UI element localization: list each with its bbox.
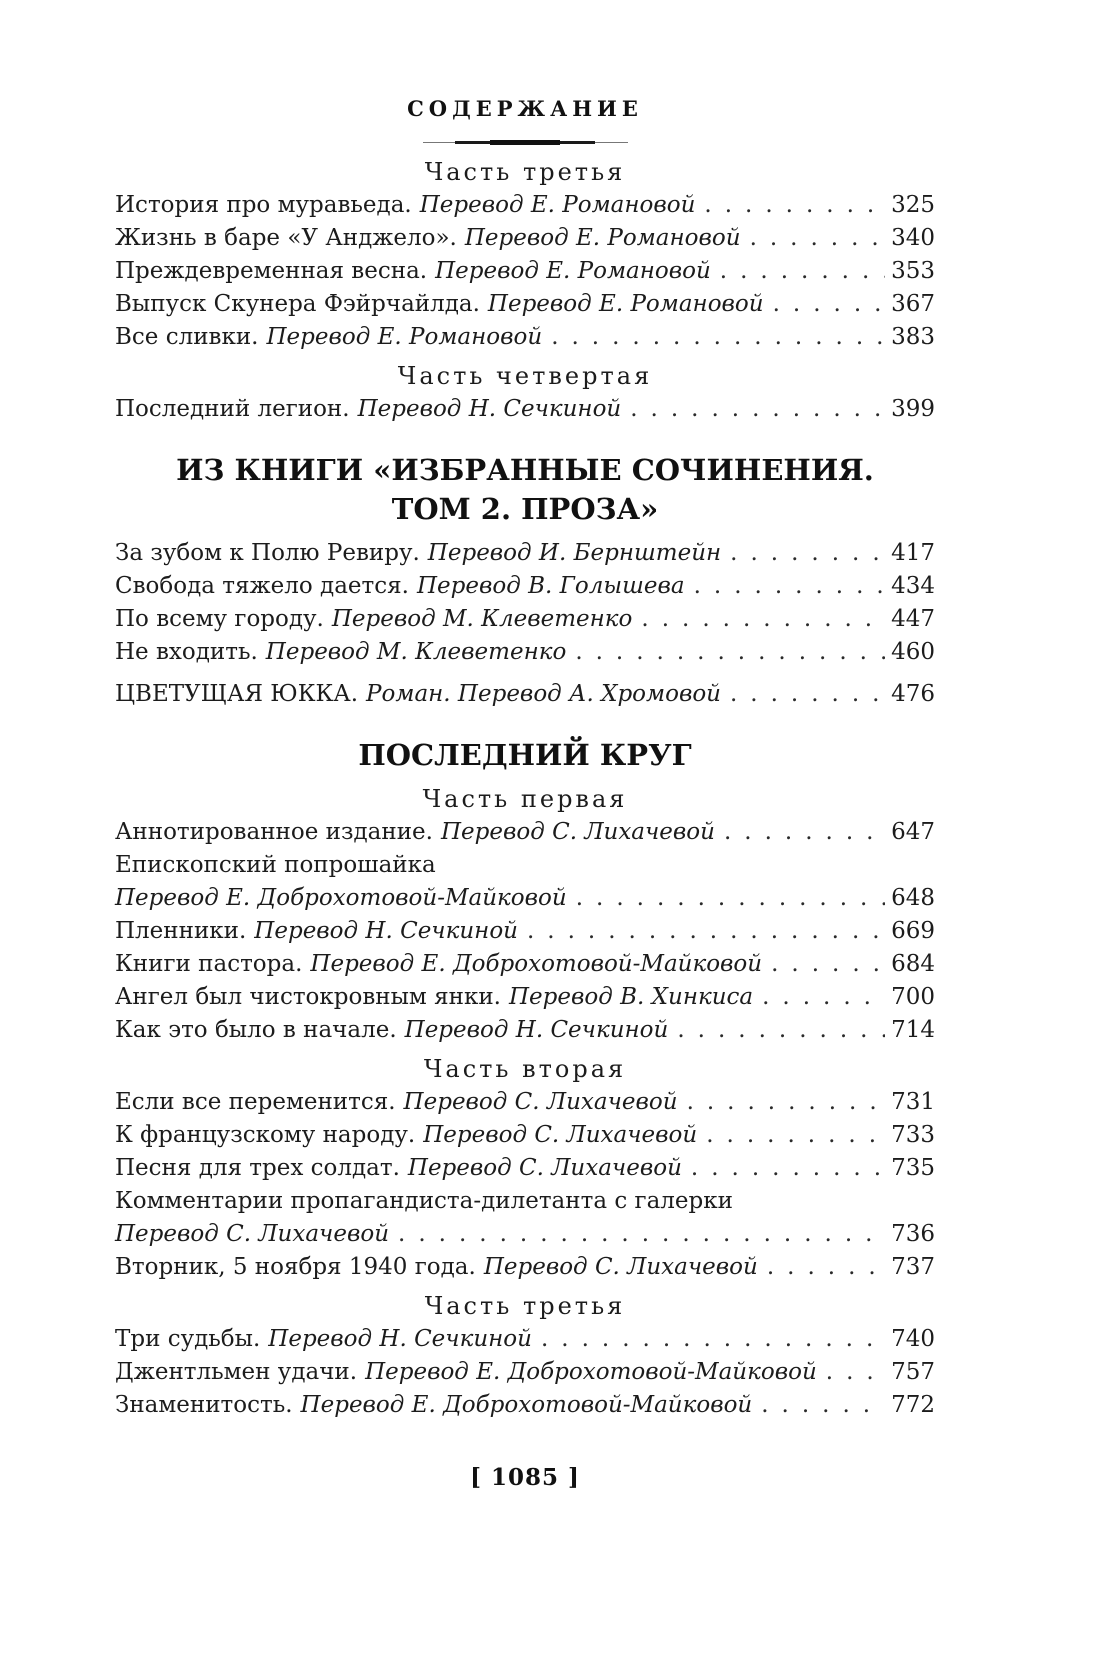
section-heading-line: ИЗ КНИГИ «ИЗБРАННЫЕ СОЧИНЕНИЯ. xyxy=(176,453,874,487)
entry-title: К французскому народу. xyxy=(115,1122,416,1148)
dot-leader xyxy=(641,603,885,636)
part-heading: Часть четвертая xyxy=(397,362,653,390)
dot-leader xyxy=(720,255,885,288)
entry-title: Ангел был чистокровным янки. xyxy=(115,984,501,1010)
entry-title: Жизнь в баре «У Анджело». xyxy=(115,225,457,251)
entry-title: Знаменитость. xyxy=(115,1392,293,1418)
entry-page-number: 733 xyxy=(891,1122,935,1148)
dot-leader xyxy=(761,1389,885,1422)
entry-page-number: 325 xyxy=(891,192,935,218)
entry-translator: Перевод М. Клеветенко xyxy=(265,639,567,665)
entry-title: Три судьбы. xyxy=(115,1326,261,1352)
toc-entry xyxy=(115,393,935,426)
entry-title: Аннотированное издание. xyxy=(115,819,433,845)
part-heading: Часть первая xyxy=(422,785,628,813)
toc-entry xyxy=(115,321,935,354)
entry-title: Свобода тяжело дается. xyxy=(115,573,409,599)
toc-entry xyxy=(115,570,935,603)
toc-entry xyxy=(115,1251,935,1284)
dot-leader xyxy=(767,1251,885,1284)
entry-page-number: 648 xyxy=(891,885,935,911)
entry-title: Последний легион. xyxy=(115,396,350,422)
dot-leader xyxy=(750,222,886,255)
toc-entry xyxy=(115,1086,935,1119)
entry-title: Пленники. xyxy=(115,918,247,944)
dot-leader xyxy=(630,393,885,426)
dot-leader xyxy=(575,636,885,669)
entry-translator: Перевод Е. Доброхотовой-Майковой xyxy=(365,1359,817,1385)
dot-leader xyxy=(691,1152,885,1185)
toc-entry xyxy=(115,255,935,288)
entry-page-number: 647 xyxy=(891,819,935,845)
entry-title: Все сливки. xyxy=(115,324,259,350)
page-title: СОДЕРЖАНИЕ xyxy=(407,96,643,121)
toc-entry xyxy=(115,288,935,321)
section-heading xyxy=(115,736,935,775)
toc-entry xyxy=(115,189,935,222)
toc-entry xyxy=(115,915,935,948)
entry-title: Как это было в начале. xyxy=(115,1017,397,1043)
entry-translator: Перевод Н. Сечкиной xyxy=(268,1326,532,1352)
entry-translator: Перевод Е. Доброхотовой-Майковой xyxy=(300,1392,753,1418)
entry-page-number: 736 xyxy=(891,1221,935,1247)
toc-entry xyxy=(115,1356,935,1389)
entry-title: Преждевременная весна. xyxy=(115,258,428,284)
entry-title: Песня для трех солдат. xyxy=(115,1155,400,1181)
entry-page-number: 731 xyxy=(891,1089,935,1115)
dot-leader xyxy=(773,288,886,321)
entry-translator: Перевод С. Лихачевой xyxy=(115,1221,390,1247)
dot-leader xyxy=(551,321,885,354)
entry-translator: Перевод И. Бернштейн xyxy=(427,540,722,566)
toc-entry xyxy=(115,948,935,981)
entry-page-number: 684 xyxy=(891,951,935,977)
entry-translator: Перевод Е. Романовой xyxy=(419,192,696,218)
entry-page-number: 772 xyxy=(891,1392,935,1418)
entry-title: Книги пастора. xyxy=(115,951,303,977)
entry-title: История про муравьеда. xyxy=(115,192,412,218)
divider-thick-line xyxy=(490,140,560,145)
entry-page-number: 399 xyxy=(891,396,935,422)
toc-entry-title-line xyxy=(115,1185,935,1218)
toc-entry xyxy=(115,636,935,669)
toc-entry xyxy=(115,1389,935,1422)
entry-translator: Перевод С. Лихачевой xyxy=(407,1155,682,1181)
part-heading: Часть третья xyxy=(424,158,626,186)
entry-title: Епископский попрошайка xyxy=(115,852,436,878)
entry-page-number: 735 xyxy=(891,1155,935,1181)
dot-leader xyxy=(694,570,886,603)
toc-entry xyxy=(115,1014,935,1047)
dot-leader xyxy=(527,915,885,948)
entry-translator: Перевод Н. Сечкиной xyxy=(254,918,518,944)
toc-content xyxy=(115,96,935,1491)
dot-leader xyxy=(687,1086,886,1119)
toc-entry xyxy=(115,603,935,636)
toc-entry xyxy=(115,816,935,849)
dot-leader xyxy=(771,948,885,981)
entry-page-number: 417 xyxy=(891,540,935,566)
entry-translator: Перевод С. Лихачевой xyxy=(403,1089,678,1115)
entry-page-number: 714 xyxy=(891,1017,935,1043)
entry-translator: Перевод М. Клеветенко xyxy=(331,606,633,632)
toc-entry xyxy=(115,981,935,1014)
entry-translator: Перевод С. Лихачевой xyxy=(483,1254,758,1280)
entry-page-number: 460 xyxy=(891,639,935,665)
entry-title: Комментарии пропагандиста-дилетанта с галерки xyxy=(115,1188,733,1214)
entry-page-number: 367 xyxy=(891,291,935,317)
entry-translator: Роман. Перевод А. Хромовой xyxy=(366,681,721,707)
part-heading: Часть третья xyxy=(424,1292,626,1320)
toc-entry xyxy=(115,1152,935,1185)
entry-page-number: 434 xyxy=(891,573,935,599)
toc-entry xyxy=(115,1119,935,1152)
ornament-divider xyxy=(423,140,628,146)
entry-translator: Перевод Н. Сечкиной xyxy=(357,396,622,422)
dot-leader xyxy=(677,1014,885,1047)
dot-leader xyxy=(398,1218,885,1251)
entry-page-number: 740 xyxy=(891,1326,935,1352)
entry-page-number: 340 xyxy=(891,225,935,251)
entry-title: Если все переменится. xyxy=(115,1089,396,1115)
entry-translator: Перевод Е. Доброхотовой-Майковой xyxy=(310,951,763,977)
entry-page-number: 476 xyxy=(891,681,935,707)
toc-entry xyxy=(115,1323,935,1356)
entry-page-number: 447 xyxy=(891,606,935,632)
entry-title: ЦВЕТУЩАЯ ЮККА. xyxy=(115,681,359,707)
entry-title: Джентльмен удачи. xyxy=(115,1359,358,1385)
entry-translator: Перевод Е. Романовой xyxy=(435,258,711,284)
entry-translator: Перевод С. Лихачевой xyxy=(440,819,715,845)
page-number-footer: [ 1085 ] xyxy=(470,1464,580,1491)
entry-translator: Перевод Н. Сечкиной xyxy=(404,1017,669,1043)
part-heading: Часть вторая xyxy=(423,1055,627,1083)
dot-leader xyxy=(704,189,885,222)
toc-entry xyxy=(115,222,935,255)
dot-leader xyxy=(576,882,885,915)
entry-translator: Перевод Е. Доброхотовой-Майковой xyxy=(115,885,567,911)
entry-title: За зубом к Полю Ревиру. xyxy=(115,540,420,566)
table-of-contents xyxy=(115,156,935,1422)
entry-translator: Перевод С. Лихачевой xyxy=(423,1122,698,1148)
entry-page-number: 383 xyxy=(891,324,935,350)
toc-entry xyxy=(115,678,935,711)
section-heading xyxy=(115,451,935,529)
dot-leader xyxy=(706,1119,885,1152)
entry-title: Не входить. xyxy=(115,639,258,665)
entry-page-number: 353 xyxy=(891,258,935,284)
dot-leader xyxy=(724,816,885,849)
dot-leader xyxy=(730,537,885,570)
entry-title: По всему городу. xyxy=(115,606,324,632)
entry-translator: Перевод Е. Романовой xyxy=(464,225,741,251)
section-heading-line: ТОМ 2. ПРОЗА» xyxy=(391,492,659,526)
entry-title: Вторник, 5 ноября 1940 года. xyxy=(115,1254,476,1280)
spacer xyxy=(115,669,935,678)
toc-entry-title-line xyxy=(115,849,935,882)
dot-leader xyxy=(826,1356,885,1389)
toc-entry xyxy=(115,537,935,570)
entry-page-number: 737 xyxy=(891,1254,935,1280)
toc-entry-translator-line xyxy=(115,882,935,915)
dot-leader xyxy=(762,981,885,1014)
entry-translator: Перевод В. Голышева xyxy=(416,573,685,599)
entry-translator: Перевод В. Хинкиса xyxy=(508,984,754,1010)
entry-title: Выпуск Скунера Фэйрчайлда. xyxy=(115,291,480,317)
dot-leader xyxy=(730,678,885,711)
entry-page-number: 669 xyxy=(891,918,935,944)
entry-translator: Перевод Е. Романовой xyxy=(266,324,543,350)
section-heading-line: ПОСЛЕДНИЙ КРУГ xyxy=(358,738,692,772)
entry-page-number: 700 xyxy=(891,984,935,1010)
entry-page-number: 757 xyxy=(891,1359,935,1385)
entry-translator: Перевод Е. Романовой xyxy=(487,291,764,317)
dot-leader xyxy=(541,1323,885,1356)
toc-entry-translator-line xyxy=(115,1218,935,1251)
